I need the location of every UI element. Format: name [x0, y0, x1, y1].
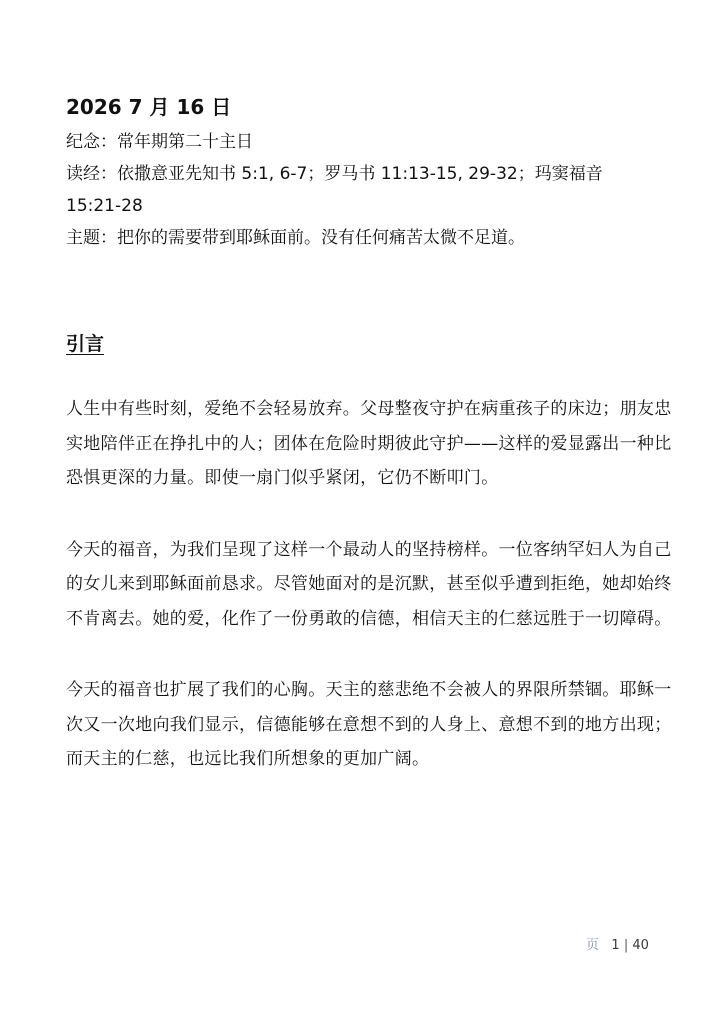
readings-line: 读经：依撒意亚先知书 5:1, 6-7；罗马书 11:13-15, 29-32；玛窦福音: [66, 164, 603, 184]
theme-line: 主题：把你的需要带到耶稣面前。没有任何痛苦太微不足道。: [66, 228, 525, 248]
page-separator: |: [623, 938, 629, 953]
reading-date: 2026 7 月 16 日: [66, 95, 232, 119]
paragraph: 今天的福音，为我们呈现了这样一个最动人的坚持榜样。一位客纳罕妇人为自己的女儿来到耶稣面前恳求。尽管她面对的是沉默，甚至似乎遭到拒绝，她却始终不肯离去。她的爱，化作了一份勇敢的信德，相信天主的仁慈远胜于一切障碍。: [66, 539, 672, 629]
page-footer: [586, 934, 649, 953]
page-number: 1: [611, 938, 620, 953]
page-label: 页: [586, 938, 600, 953]
paragraph: 今天的福音也扩展了我们的心胸。天主的慈悲绝不会被人的界限所禁锢。耶稣一次又一次地向我们显示，信德能够在意想不到的人身上、意想不到的地方出现；而天主的仁慈，也远比我们所想象的更加广阔。: [66, 680, 672, 769]
section-heading-introduction: 引言: [66, 333, 105, 355]
page-content: [66, 94, 676, 814]
readings-line-continued: 15:21-28: [66, 196, 143, 216]
paragraph: 人生中有些时刻，爱绝不会轻易放弃。父母整夜守护在病重孩子的床边；朋友忠实地陪伴正在挣扎中的人；团体在危险时期彼此守护——这样的爱显露出一种比恐惧更深的力量。即使一扇门似乎紧闭，它仍不断叩门。: [66, 399, 672, 488]
commemoration-line: 纪念：常年期第二十主日: [66, 132, 253, 152]
total-pages: 40: [632, 938, 649, 953]
